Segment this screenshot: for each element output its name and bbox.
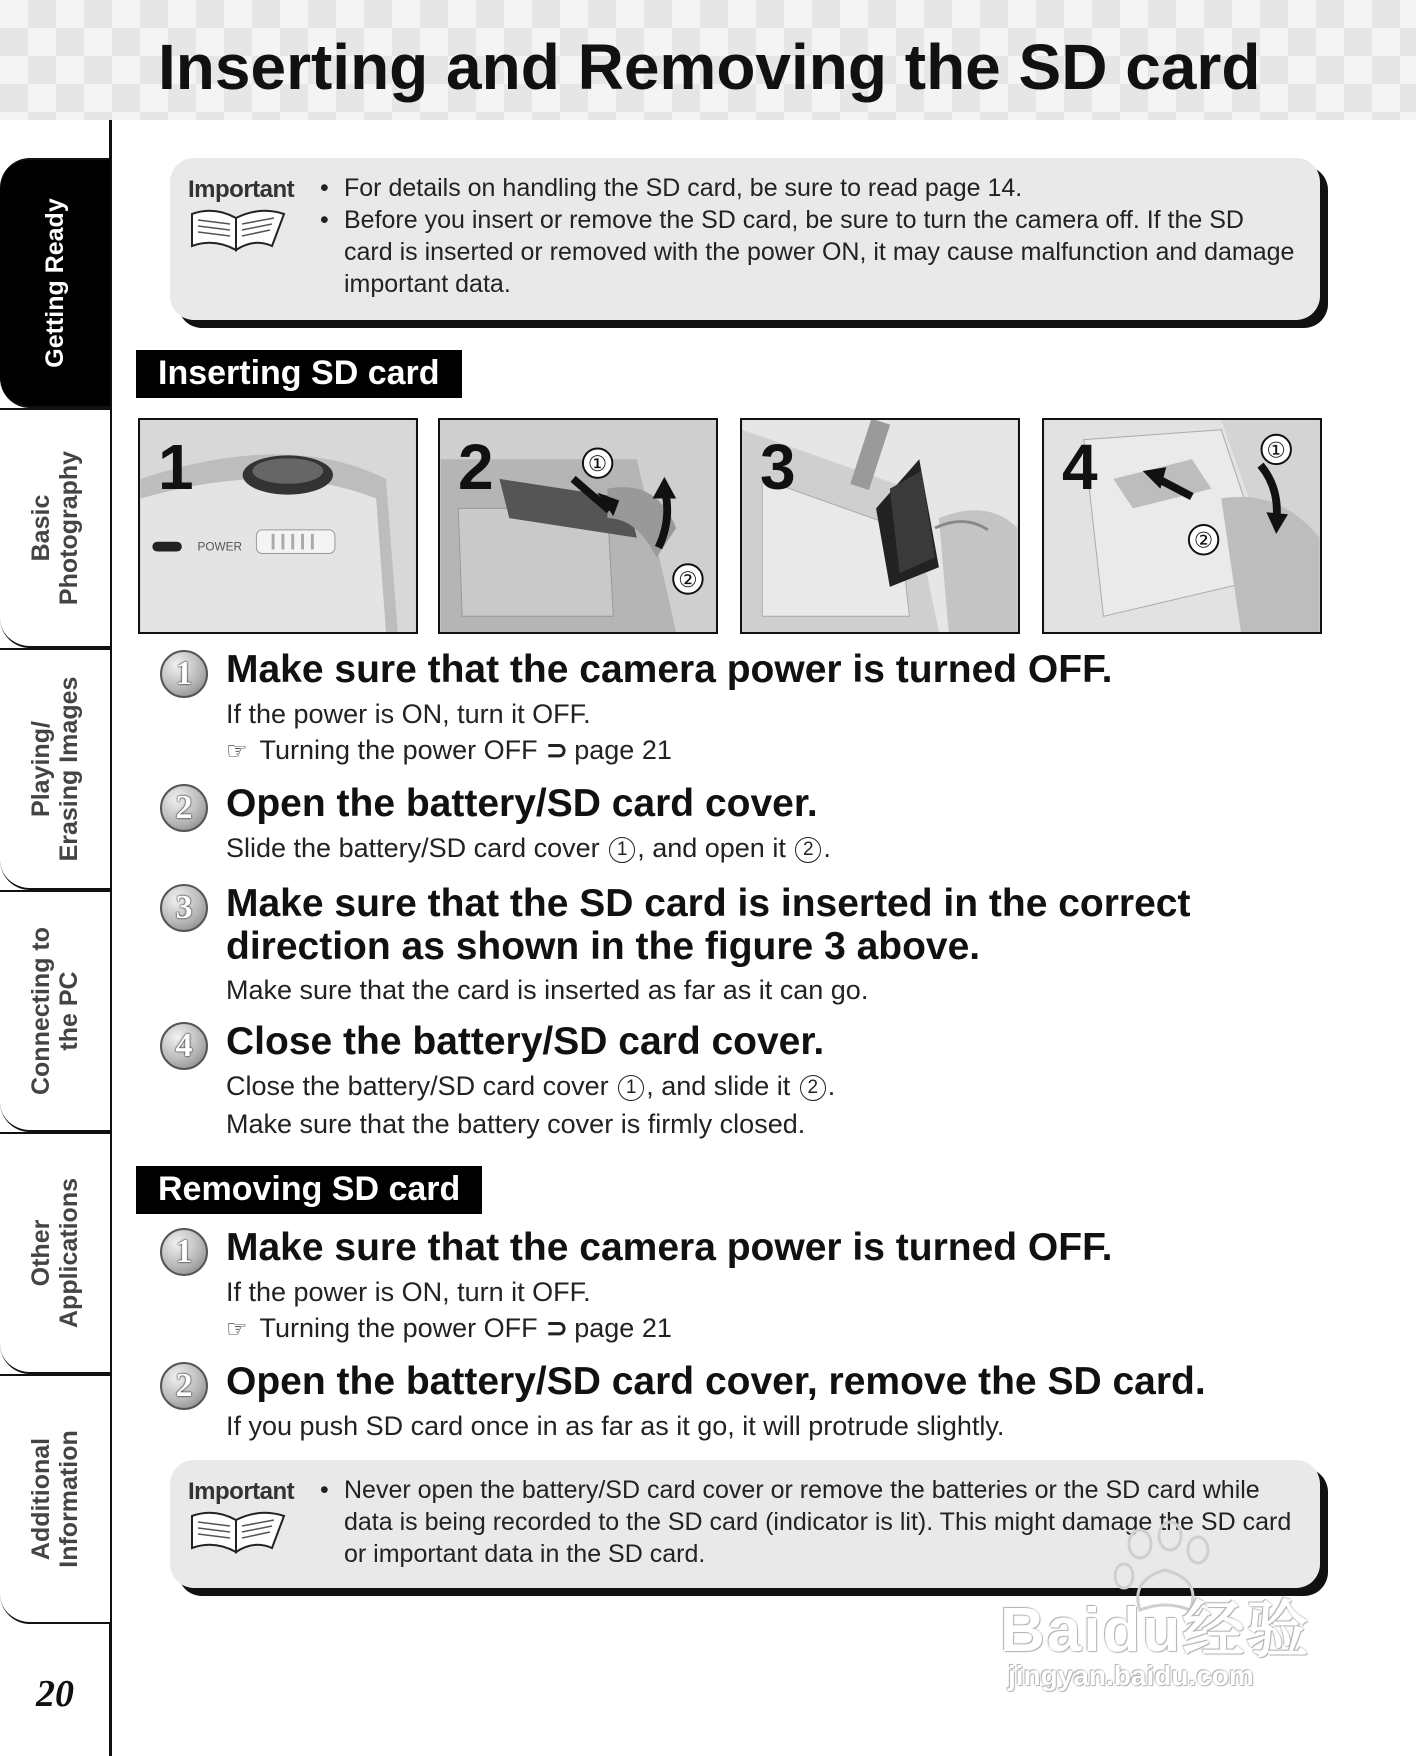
step-insert-4 bbox=[160, 1020, 1326, 1145]
callout-2: ② bbox=[1193, 527, 1214, 553]
important-item: • Never open the battery/SD card cover or remove the batteries or the SD card while data is being recorded to the SD card (indicator is lit). This might damage the SD card or important data in the SD card. bbox=[320, 1474, 1298, 1570]
step-insert-1 bbox=[160, 648, 1326, 768]
tab-basic-photography[interactable] bbox=[0, 408, 110, 648]
description-text: . bbox=[827, 1071, 836, 1101]
step-title: Open the battery/SD card cover, remove the SD card. bbox=[226, 1360, 1206, 1403]
circled-number: 1 bbox=[618, 1075, 644, 1101]
page-title: Inserting and Removing the SD card bbox=[158, 31, 1261, 103]
description-text: , and slide it bbox=[646, 1071, 791, 1101]
step-title: Make sure that the SD card is inserted in the correct direction as shown in the figure 3 above. bbox=[226, 882, 1191, 968]
page-reference[interactable] bbox=[226, 732, 672, 770]
arrow-icon: ⊃ bbox=[545, 735, 569, 765]
important-note-top bbox=[170, 158, 1320, 320]
step-number-badge: 2 bbox=[160, 784, 208, 832]
step-description: Make sure that the battery cover is firmly closed. bbox=[226, 1109, 806, 1139]
important-label: Important bbox=[188, 1478, 295, 1505]
tab-additional-information[interactable] bbox=[0, 1374, 110, 1624]
tab-playing-erasing-images[interactable] bbox=[0, 648, 110, 890]
tab-getting-ready[interactable] bbox=[0, 158, 110, 408]
section-header-inserting: Inserting SD card bbox=[136, 350, 462, 398]
open-book-icon bbox=[188, 1506, 288, 1554]
figure-2-open-cover bbox=[438, 418, 718, 634]
step-insert-2 bbox=[160, 782, 1326, 872]
step-remove-1 bbox=[160, 1226, 1326, 1346]
power-label: POWER bbox=[197, 540, 242, 554]
tab-label: Playing/ Erasing Images bbox=[27, 676, 83, 862]
step-title: Close the battery/SD card cover. bbox=[226, 1020, 825, 1063]
step-description bbox=[226, 830, 831, 866]
step-description: If the power is ON, turn it OFF. bbox=[226, 1277, 591, 1307]
figure-1-power-switch bbox=[138, 418, 418, 634]
important-list bbox=[320, 172, 1298, 300]
step-description: Make sure that the card is inserted as far as it can go. bbox=[226, 975, 869, 1005]
important-item: • For details on handling the SD card, be sure to read page 14. bbox=[320, 172, 1298, 204]
open-book-icon bbox=[188, 204, 288, 252]
step-number-badge: 3 bbox=[160, 884, 208, 932]
pointing-hand-icon: ☞ bbox=[226, 1316, 248, 1343]
tab-other-applications[interactable] bbox=[0, 1132, 110, 1374]
description-text: , and open it bbox=[637, 833, 786, 863]
description-text: Close the battery/SD card cover bbox=[226, 1071, 609, 1101]
step-insert-3 bbox=[160, 882, 1326, 1012]
description-text: Slide the battery/SD card cover bbox=[226, 833, 600, 863]
step-title: Make sure that the camera power is turned OFF. bbox=[226, 1226, 1113, 1269]
circled-number: 2 bbox=[800, 1075, 826, 1101]
figure-number: 4 bbox=[1062, 431, 1098, 503]
step-description bbox=[226, 1068, 835, 1104]
step-number-badge: 1 bbox=[160, 650, 208, 698]
step-description: If you push SD card once in as far as it go, it will protrude slightly. bbox=[226, 1411, 1005, 1441]
figure-number: 3 bbox=[760, 431, 796, 503]
tab-label: Other Applications bbox=[27, 1177, 83, 1329]
arrow-icon: ⊃ bbox=[545, 1313, 569, 1343]
step-title: Make sure that the camera power is turned OFF. bbox=[226, 648, 1113, 691]
tab-label: Basic Photography bbox=[27, 450, 83, 606]
step-number-badge: 4 bbox=[160, 1022, 208, 1070]
callout-1: ① bbox=[1266, 437, 1286, 463]
important-label: Important bbox=[188, 176, 295, 203]
figure-number: 1 bbox=[158, 431, 194, 503]
important-item: • Before you insert or remove the SD card, be sure to turn the camera off. If the SD card is inserted or removed with the power ON, it may cause malfunction and damage important data. bbox=[320, 204, 1298, 300]
tab-label: Connecting to the PC bbox=[27, 926, 83, 1096]
page-reference[interactable] bbox=[226, 1310, 672, 1348]
figure-number: 2 bbox=[458, 431, 494, 503]
pointing-hand-icon: ☞ bbox=[226, 738, 248, 765]
figure-3-insert-card bbox=[740, 418, 1020, 634]
circled-number: 2 bbox=[795, 837, 821, 863]
watermark-url: jingyan.baidu.com bbox=[1008, 1660, 1254, 1691]
figure-4-close-cover bbox=[1042, 418, 1322, 634]
reference-page: page 21 bbox=[574, 735, 672, 765]
tab-label: Additional Information bbox=[27, 1430, 83, 1568]
step-title: Open the battery/SD card cover. bbox=[226, 782, 818, 825]
reference-text: Turning the power OFF bbox=[259, 1313, 538, 1343]
callout-1: ① bbox=[587, 451, 608, 477]
step-number-badge: 2 bbox=[160, 1362, 208, 1410]
baidu-watermark bbox=[1000, 1520, 1340, 1710]
step-number-badge: 1 bbox=[160, 1228, 208, 1276]
step-remove-2 bbox=[160, 1360, 1326, 1450]
step-description: If the power is ON, turn it OFF. bbox=[226, 699, 591, 729]
watermark-logo-text: Baidu经验 bbox=[1000, 1596, 1311, 1665]
description-text: . bbox=[823, 833, 831, 863]
reference-text: Turning the power OFF bbox=[259, 735, 538, 765]
callout-2: ② bbox=[678, 566, 698, 592]
tab-connecting-to-pc[interactable] bbox=[0, 890, 110, 1132]
page-number: 20 bbox=[36, 1673, 74, 1715]
section-header-removing: Removing SD card bbox=[136, 1166, 482, 1214]
reference-page: page 21 bbox=[574, 1313, 672, 1343]
circled-number: 1 bbox=[609, 837, 635, 863]
tab-label: Getting Ready bbox=[41, 198, 69, 368]
